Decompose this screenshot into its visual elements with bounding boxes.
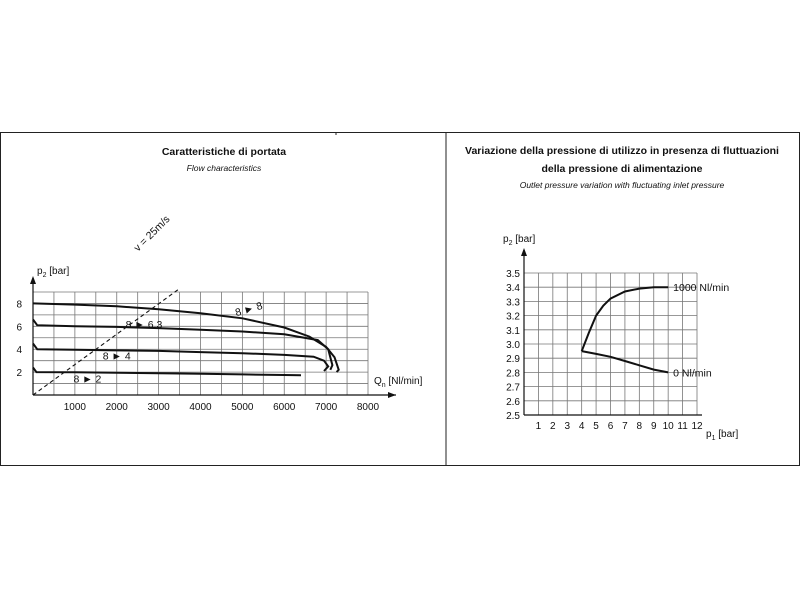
chart2-ytick: 2.7 [506, 382, 520, 394]
chart2-xtick: 11 [677, 421, 688, 432]
chart2-xtick: 2 [550, 421, 556, 432]
chart1-x-arrow [388, 392, 396, 398]
chart2-title-line1: Variazione della pressione di utilizzo in presenza di fluttuazioni [465, 145, 779, 157]
flow-curve-label: 8 ► 4 [102, 350, 131, 363]
chart2-xtick: 6 [607, 421, 614, 432]
chart1-xtick: 1000 [63, 402, 86, 413]
chart2-xtick: 5 [593, 421, 599, 432]
chart2-xtick: 12 [691, 421, 703, 432]
chart2-ytick: 3.1 [506, 325, 520, 337]
chart2-marks [582, 282, 730, 379]
pressure-curve-label: 0 Nl/min [673, 367, 712, 380]
chart2-xtick: 9 [650, 421, 657, 432]
chart2-xtick: 7 [622, 421, 628, 432]
chart2-ytick: 3.5 [506, 269, 520, 280]
chart1-xtick: 7000 [315, 402, 338, 413]
chart1-subtitle: Flow characteristics [186, 163, 262, 173]
chart2-grid [506, 248, 703, 432]
chart1-xtick: 5000 [231, 402, 254, 413]
chart2-xtick: 8 [636, 421, 643, 432]
flow-curve-label: 8 ► 6.3 [125, 319, 163, 332]
chart1-ylabel: $p_2$ [bar] [37, 266, 70, 279]
chart1-grid [16, 276, 396, 413]
chart2-xtick: 10 [662, 421, 674, 432]
chart2-ytick: 2.6 [506, 396, 520, 408]
chart2-ytick: 2.8 [506, 368, 520, 380]
chart2-ytick: 3.4 [506, 283, 520, 295]
flow-curve-label: 8 ► 8 [233, 299, 264, 320]
chart2-xtick: 1 [535, 421, 542, 432]
chart1-ytick: 4 [16, 345, 22, 357]
chart2-ytick: 3.0 [506, 340, 520, 351]
pressure-curve-label: 1000 Nl/min [673, 282, 730, 295]
chart2-subtitle: Outlet pressure variation with fluctuating inlet pressure [519, 180, 725, 190]
flow-curve [33, 320, 332, 370]
flow-characteristics-chart [16, 146, 422, 413]
chart2-ylabel: $p_2$ [bar] [503, 234, 536, 247]
chart2-title-line2: della pressione di alimentazione [541, 163, 703, 175]
chart1-xtick: 3000 [147, 402, 170, 413]
chart2-ytick: 2.9 [506, 354, 520, 366]
chart1-xlabel: $Q_n$ [Nl/min] [374, 376, 423, 389]
chart1-xtick: 2000 [105, 402, 128, 413]
chart1-xtick: 8000 [356, 402, 380, 413]
chart2-ytick: 3.3 [506, 297, 520, 309]
chart1-title: Caratteristiche di portata [161, 146, 287, 158]
velocity-line-label: v = 25m/s [131, 213, 173, 255]
flow-curve-label: 8 ► 2 [73, 373, 102, 386]
chart1-ytick: 2 [16, 368, 22, 380]
chart2-xtick: 4 [578, 421, 585, 432]
chart2-y-arrow [521, 248, 527, 256]
chart1-ytick: 6 [16, 322, 22, 334]
figure-panel [0, 132, 800, 466]
chart2-xtick: 3 [564, 421, 571, 432]
chart2-xlabel: $p_1$ [bar] [706, 429, 739, 442]
chart1-y-arrow [30, 276, 36, 284]
chart1-ytick: 8 [16, 299, 22, 311]
chart2-ytick: 2.5 [506, 411, 520, 422]
chart2-ytick: 3.2 [506, 311, 520, 323]
chart1-xtick: 6000 [273, 402, 296, 413]
chart1-xtick: 4000 [189, 402, 212, 413]
outlet-pressure-chart [465, 145, 779, 442]
chart1-marks [33, 289, 339, 395]
